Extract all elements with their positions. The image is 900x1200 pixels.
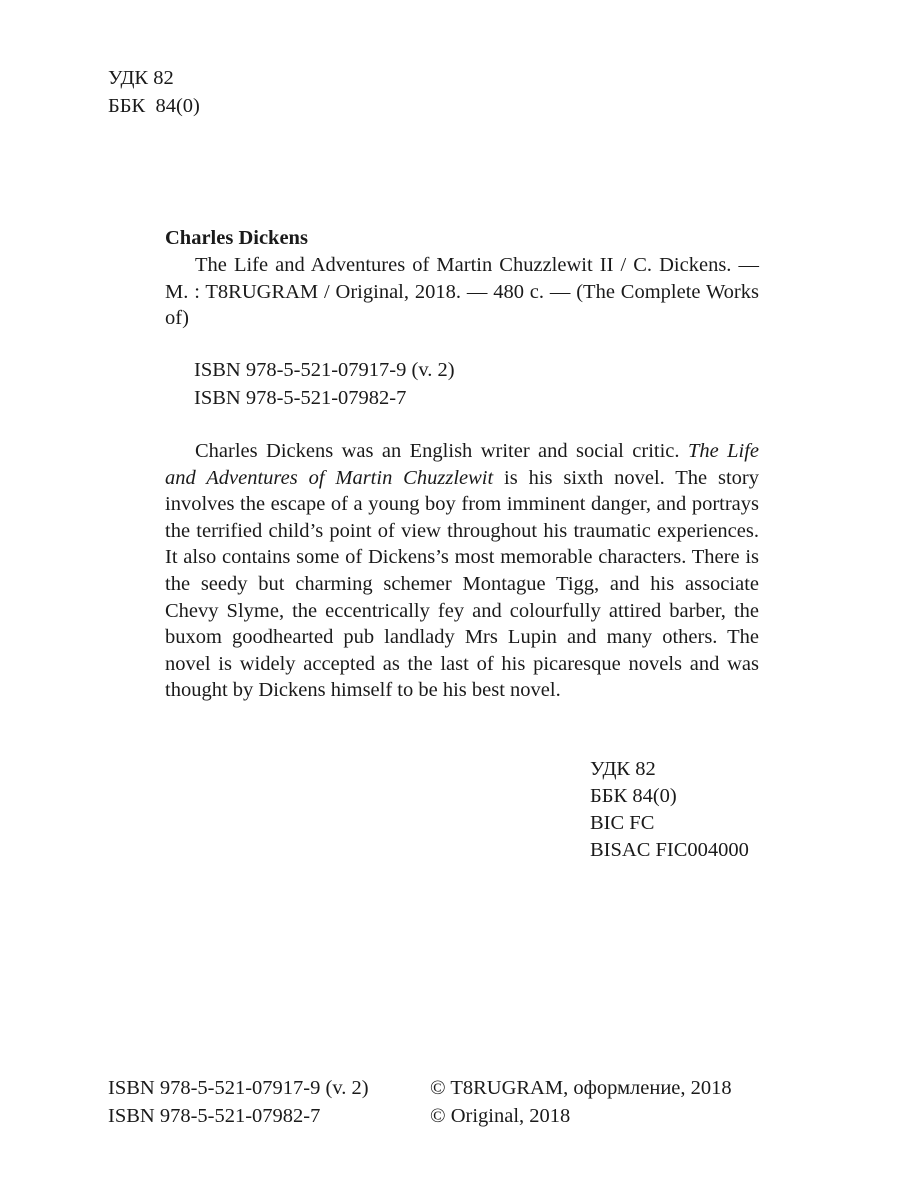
isbn-volume: ISBN 978-5-521-07917-9 (v. 2) (194, 359, 455, 381)
udk-code: УДК 82 (590, 758, 656, 780)
udk-code: УДК 82 (108, 67, 174, 89)
bibliographic-description: The Life and Adventures of Martin Chuzzlewit II / C. Dickens. — M. : T8RUGRAM / Original, 2018. — 480 c. — (The Complete Works of) (165, 254, 759, 329)
annotation-book-title: The Life and Adventures of Martin Chuzzlewit (165, 440, 759, 489)
classification-codes (590, 756, 749, 864)
annotation-intro: Charles Dickens was an English writer and social critic. (195, 440, 688, 462)
annotation-body: is his sixth novel. The story involves the escape of a young boy from imminent danger, and portrays the terrified child’s point of view throughout his traumatic experiences. It also contains some of Dickens’s most memorable characters. There is the seedy but charming schemer Montague Tigg, and his associate Chevy Slyme, the eccentrically fey and colourfully attired barber, the buxom goodhearted pub landlady Mrs Lupin and many others. The novel is widely accepted as the last of his picaresque novels and was thought by Dickens himself to be his best novel. (165, 466, 760, 702)
footer-isbn-set: ISBN 978-5-521-07982-7 (108, 1105, 321, 1127)
bisac-code: BISAC FIC004000 (590, 839, 749, 861)
isbn-list (194, 356, 455, 412)
top-classification-codes (108, 64, 200, 120)
bibliographic-record (165, 225, 759, 332)
bic-code: BIC FC (590, 812, 655, 834)
footer-isbn-volume: ISBN 978-5-521-07917-9 (v. 2) (108, 1077, 369, 1099)
footer-isbn-list (108, 1074, 369, 1130)
bbk-code: ББК 84(0) (590, 785, 677, 807)
book-annotation (165, 438, 759, 704)
isbn-set: ISBN 978-5-521-07982-7 (194, 387, 407, 409)
bbk-code: ББК 84(0) (108, 95, 200, 117)
copyright-publisher: © T8RUGRAM, оформление, 2018 (430, 1077, 732, 1099)
copyright-notices (430, 1074, 732, 1130)
copyright-original: © Original, 2018 (430, 1105, 571, 1127)
author-heading: Charles Dickens (165, 227, 308, 249)
